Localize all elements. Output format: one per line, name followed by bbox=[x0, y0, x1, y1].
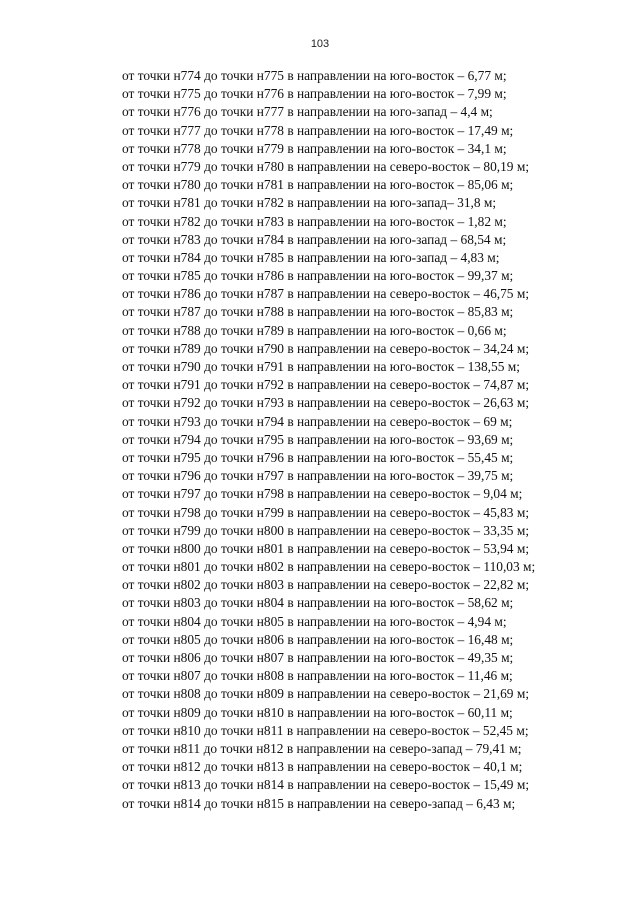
boundary-segment-line: от точки н793 до точки н794 в направлении на северо-восток – 69 м; bbox=[122, 413, 513, 429]
boundary-segment-line: от точки н777 до точки н778 в направлении на юго-восток – 17,49 м; bbox=[122, 122, 514, 138]
boundary-segment-line: от точки н774 до точки н775 в направлении на юго-восток – 6,77 м; bbox=[122, 68, 507, 83]
boundary-segment-line: от точки н811 до точки н812 в направлении на северо-запад – 79,41 м; bbox=[122, 740, 522, 756]
boundary-segment-line: от точки н794 до точки н795 в направлении на юго-восток – 93,69 м; bbox=[122, 431, 514, 447]
boundary-segment-line: от точки н785 до точки н786 в направлении на юго-восток – 99,37 м; bbox=[122, 268, 514, 284]
boundary-segment-line: от точки н789 до точки н790 в направлении на северо-восток – 34,24 м; bbox=[122, 340, 530, 356]
boundary-segment-line: от точки н782 до точки н783 в направлении на юго-восток – 1,82 м; bbox=[122, 213, 507, 229]
boundary-segment-line: от точки н779 до точки н780 в направлении на северо-восток – 80,19 м; bbox=[122, 158, 530, 174]
page-number: 103 bbox=[310, 38, 330, 50]
boundary-segment-line: от точки н807 до точки н808 в направлении на юго-восток – 11,46 м; bbox=[122, 668, 513, 684]
boundary-segment-line: от точки н798 до точки н799 в направлении на северо-восток – 45,83 м; bbox=[122, 504, 530, 520]
boundary-segment-line: от точки н783 до точки н784 в направлении на юго-запад – 68,54 м; bbox=[122, 231, 507, 247]
boundary-segment-line: от точки н808 до точки н809 в направлении на северо-восток – 21,69 м; bbox=[122, 686, 530, 702]
boundary-segment-line: от точки н806 до точки н807 в направлении на юго-восток – 49,35 м; bbox=[122, 650, 514, 665]
boundary-segment-line: от точки н799 до точки н800 в направлении на северо-восток – 33,35 м; bbox=[122, 522, 530, 538]
boundary-segment-line: от точки н781 до точки н782 в направлении на юго-запад– 31,8 м; bbox=[122, 195, 497, 211]
boundary-segment-line: от точки н787 до точки н788 в направлении на юго-восток – 85,83 м; bbox=[122, 304, 514, 320]
boundary-segment-line: от точки н790 до точки н791 в направлении на юго-восток – 138,55 м; bbox=[122, 359, 520, 374]
boundary-segment-line: от точки н796 до точки н797 в направлении на юго-восток – 39,75 м; bbox=[122, 468, 514, 484]
boundary-segment-line: от точки н800 до точки н801 в направлении на северо-восток – 53,94 м; bbox=[122, 540, 530, 556]
boundary-segment-line: от точки н780 до точки н781 в направлении на юго-восток – 85,06 м; bbox=[122, 177, 514, 193]
boundary-segment-line: от точки н809 до точки н810 в направлении на юго-восток – 60,11 м; bbox=[122, 704, 513, 720]
boundary-segment-line: от точки н788 до точки н789 в направлении на юго-восток – 0,66 м; bbox=[122, 322, 507, 338]
boundary-segment-line: от точки н791 до точки н792 в направлении на северо-восток – 74,87 м; bbox=[122, 377, 530, 393]
boundary-segment-line: от точки н775 до точки н776 в направлении на юго-восток – 7,99 м; bbox=[122, 86, 507, 102]
boundary-description-list bbox=[122, 67, 622, 813]
boundary-segment-line: от точки н776 до точки н777 в направлении на юго-запад – 4,4 м; bbox=[122, 104, 493, 120]
boundary-segment-line: от точки н810 до точки н811 в направлении на северо-восток – 52,45 м; bbox=[122, 722, 529, 738]
boundary-segment-line: от точки н813 до точки н814 в направлении на северо-восток – 15,49 м; bbox=[122, 777, 530, 793]
boundary-segment-line: от точки н812 до точки н813 в направлении на северо-восток – 40,1 м; bbox=[122, 759, 523, 775]
boundary-segment-line: от точки н778 до точки н779 в направлении на юго-восток – 34,1 м; bbox=[122, 140, 507, 156]
boundary-segment-line: от точки н802 до точки н803 в направлении на северо-восток – 22,82 м; bbox=[122, 577, 530, 593]
boundary-segment-line: от точки н801 до точки н802 в направлении на северо-восток – 110,03 м; bbox=[122, 559, 536, 575]
boundary-segment-line: от точки н805 до точки н806 в направлении на юго-восток – 16,48 м; bbox=[122, 631, 514, 647]
boundary-segment-line: от точки н797 до точки н798 в направлении на северо-восток – 9,04 м; bbox=[122, 486, 523, 502]
boundary-segment-line: от точки н814 до точки н815 в направлении на северо-запад – 6,43 м; bbox=[122, 795, 516, 811]
boundary-segment-line: от точки н804 до точки н805 в направлении на юго-восток – 4,94 м; bbox=[122, 613, 507, 629]
boundary-segment-line: от точки н792 до точки н793 в направлении на северо-восток – 26,63 м; bbox=[122, 395, 530, 411]
boundary-segment-line: от точки н795 до точки н796 в направлении на юго-восток – 55,45 м; bbox=[122, 449, 514, 465]
boundary-segment-line: от точки н784 до точки н785 в направлении на юго-запад – 4,83 м; bbox=[122, 249, 500, 265]
boundary-segment-line: от точки н803 до точки н804 в направлении на юго-восток – 58,62 м; bbox=[122, 595, 514, 611]
boundary-segment-line: от точки н786 до точки н787 в направлении на северо-восток – 46,75 м; bbox=[122, 286, 530, 302]
